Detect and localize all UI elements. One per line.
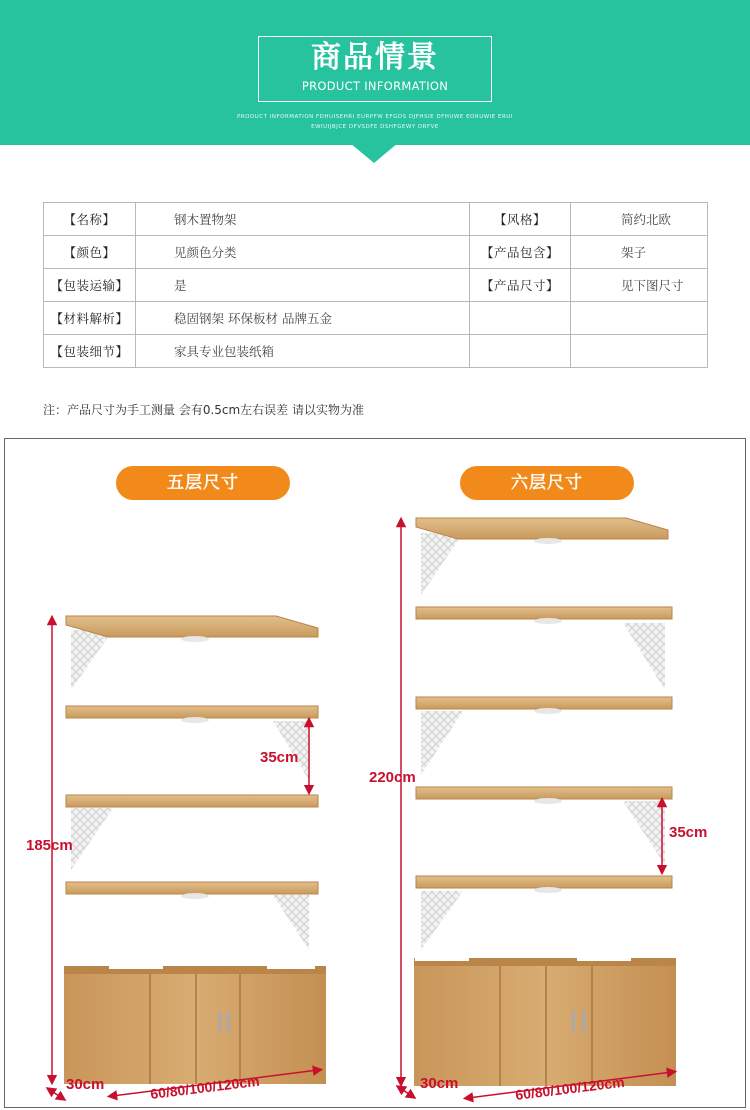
five-layer-shelf [26,616,326,1102]
cabinet-handle [227,1012,230,1032]
decorative-text-2: EWIUIJBJCE DFVSDFE DSHFGEWY DRFVE [311,124,439,130]
table-value: 见下图尺寸 [571,269,708,302]
table-label: 【产品尺寸】 [470,269,571,302]
five-gap-label: 35cm [260,749,299,766]
depth-dimension-line [50,1090,62,1098]
cabinet-handle [572,1010,575,1032]
table-label: 【材料解析】 [44,302,136,335]
cabinet-handle [218,1012,221,1032]
six-depth-label: 30cm [420,1075,459,1092]
five-layer-title: 五层尺寸 [116,466,290,500]
cabinet [64,966,326,1084]
cabinet-handle [582,1010,585,1032]
decorative-text-1: PRODUCT INFORMATION FDHUISEHRI EURPFW EFGDS DJFHSIE DFHUWE EORUWIE ERUI [237,114,513,120]
page-title: 商品情景 [311,40,439,75]
five-height-label: 185cm [26,837,73,854]
six-height-label: 220cm [369,769,416,786]
table-value: 简约北欧 [571,203,708,236]
table-value: 稳固钢架 环保板材 品牌五金 [136,302,470,335]
cabinet [414,958,676,1086]
table-label: 【包装运输】 [44,269,136,302]
five-depth-label: 30cm [66,1076,105,1093]
table-label: 【颜色】 [44,236,136,269]
table-value: 见颜色分类 [136,236,470,269]
table-label: 【产品包含】 [470,236,571,269]
table-value: 是 [136,269,470,302]
five-width-label: 60/80/100/120cm [149,1072,261,1102]
six-layer-shelf [369,518,707,1103]
table-label: 【风格】 [470,203,571,236]
page-subtitle: PRODUCT INFORMATION [301,79,449,93]
depth-dimension-line [400,1088,412,1096]
table-label: 【包装细节】 [44,335,136,368]
six-layer-title: 六层尺寸 [460,466,634,500]
measurement-note: 注：产品尺寸为手工测量 会有0.5cm左右误差 请以实物为准 [43,403,365,417]
table-value: 钢木置物架 [136,203,470,236]
table-label: 【名称】 [44,203,136,236]
six-width-label: 60/80/100/120cm [514,1073,626,1103]
six-gap-label: 35cm [669,824,708,841]
table-value: 架子 [571,236,708,269]
table-value: 家具专业包装纸箱 [136,335,470,368]
